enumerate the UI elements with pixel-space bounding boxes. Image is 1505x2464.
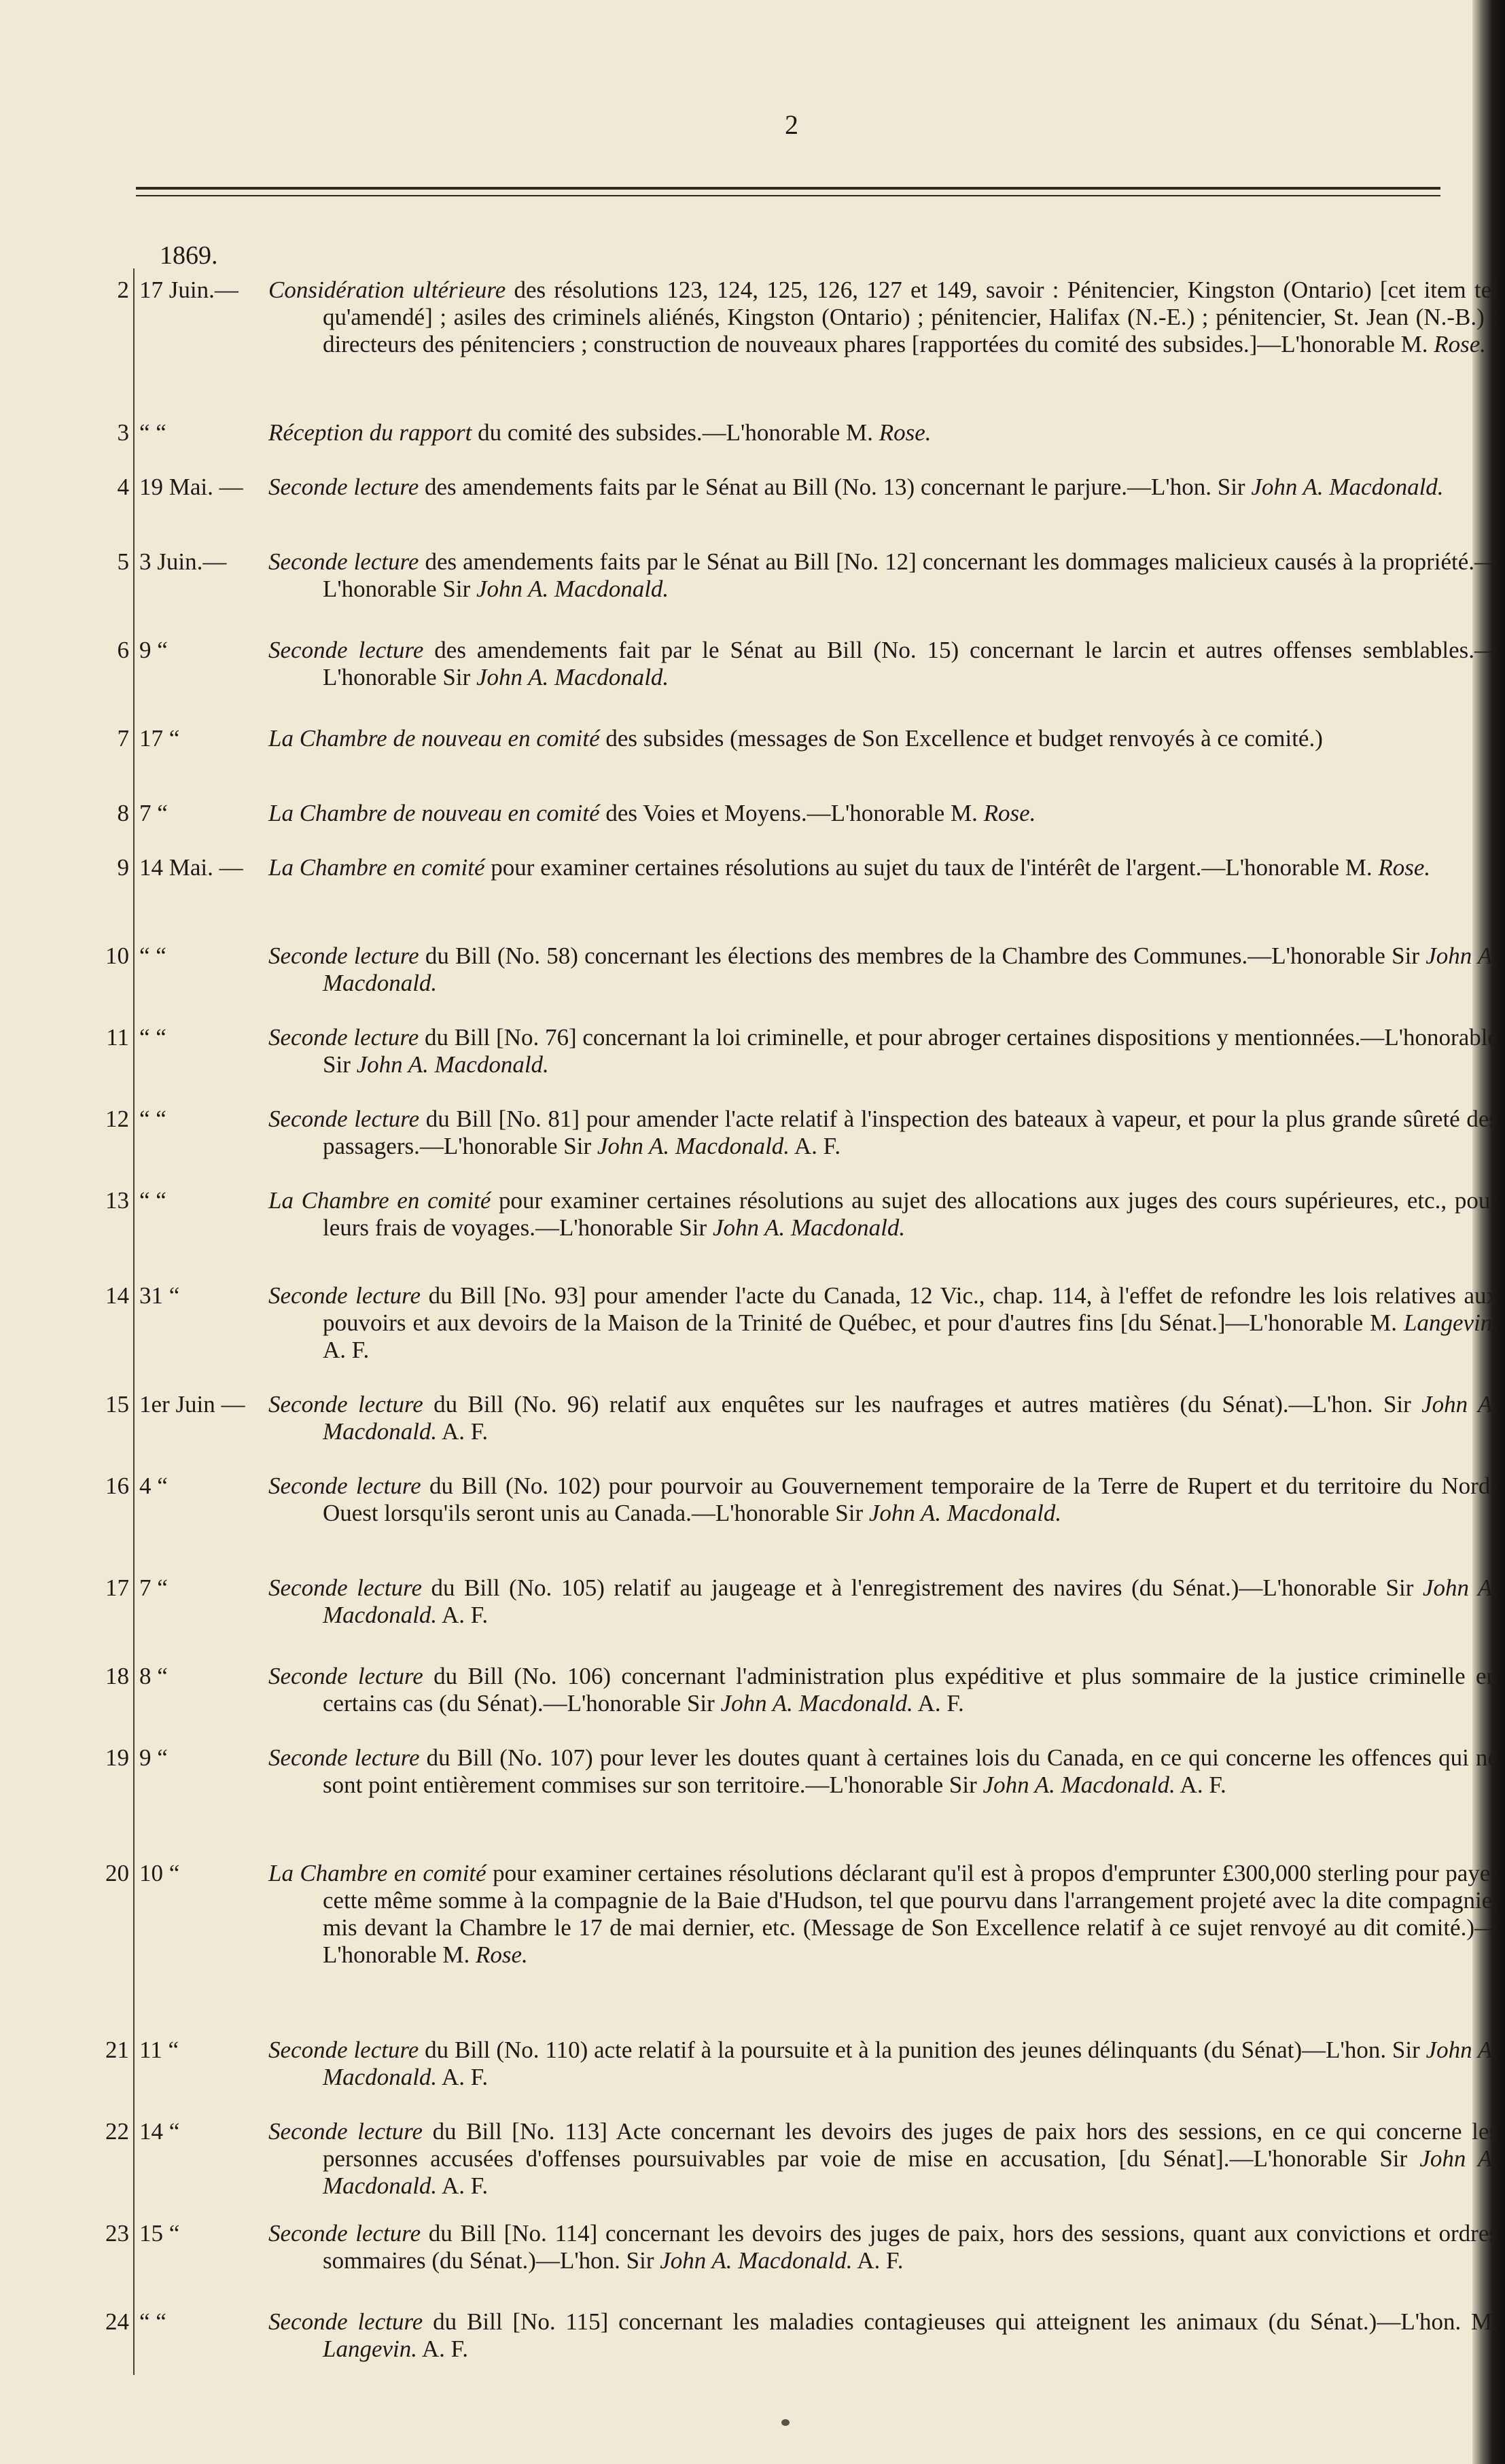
entry-text: Seconde lecture du Bill [No. 93] pour amender l'acte du Canada, 12 Vic., chap. 114, à l'effet de refondre les lois relatives aux pouvoirs et aux devoirs de la Maison de la Trinité de Québec, et pour d'autres fins [du Sénat.]—L'honorable M. Langevin. A. F. [268,1282,1499,1363]
entry-date: 11 “ [139,2037,179,2063]
entry-date: 14 “ [139,2118,180,2145]
entry-text: Considération ultérieure des résolutions 123, 124, 125, 126, 127 et 149, savoir : Pénitencier, Kingston (Ontario) [cet item tel qu'amendé] ; asiles des criminels aliénés, Kingston (Ontario) ; pénitencier, Halifax (N.-E.) ; pénitencier, St. Jean (N.-B.) ; directeurs des pénitenciers ; construction de nouveaux phares [rapportées du comité des subsides.]—L'honorable M. Rose. [268,277,1499,357]
entry-number: 7 [117,725,129,752]
entry-number: 14 [105,1282,129,1309]
entry-number: 20 [105,1860,129,1886]
entry-date: “ “ [139,943,166,969]
entry-text: La Chambre en comité pour examiner certaines résolutions au sujet du taux de l'intérêt de l'argent.—L'honorable M. Rose. [268,854,1431,881]
entry-date: 10 “ [139,1860,180,1886]
entry-text: Seconde lecture des amendements fait par le Sénat au Bill (No. 15) concernant le larcin et autres offenses semblables.—L'honorable Sir John A. Macdonald. [268,637,1499,690]
entry-date: 4 “ [139,1473,168,1499]
entry-date: 9 “ [139,1744,168,1771]
entry-text: Seconde lecture du Bill (No. 102) pour pourvoir au Gouvernement temporaire de la Terre de Rupert et du territoire du Nord-Ouest lorsqu'ils seront unis au Canada.—L'honorable Sir John A. Macdonald. [268,1473,1498,1526]
entry-number: 3 [117,419,129,446]
entry-number: 17 [105,1574,129,1601]
entry-number: 16 [105,1473,129,1499]
entry-date: “ “ [139,1106,166,1132]
entry-number: 23 [105,2220,129,2247]
entry-date: 8 “ [139,1663,168,1689]
entry-date: 9 “ [139,637,168,663]
entry-number: 5 [117,548,129,575]
entry-text: Seconde lecture des amendements faits par le Sénat au Bill [No. 12] concernant les dommages malicieux causés à la propriété.—L'honorable Sir John A. Macdonald. [268,548,1498,602]
ink-mark [781,2419,790,2426]
header-rule [136,187,1440,190]
column-divider [133,268,135,2375]
entry-date: 19 Mai. — [139,474,243,500]
entry-text: La Chambre en comité pour examiner certaines résolutions au sujet des allocations aux juges des cours supérieures, etc., pour leurs frais de voyages.—L'honorable Sir John A. Macdonald. [268,1187,1498,1241]
entry-text: Seconde lecture du Bill (No. 96) relatif aux enquêtes sur les naufrages et autres matières (du Sénat).—L'hon. Sir John A. Macdonald. A. F. [268,1391,1498,1445]
entry-date: “ “ [139,1024,166,1051]
entry-date: “ “ [139,1187,166,1214]
entry-text: La Chambre de nouveau en comité des Voies et Moyens.—L'honorable M. Rose. [268,800,1036,826]
entry-number: 15 [105,1391,129,1418]
entry-text: Seconde lecture du Bill [No. 76] concernant la loi criminelle, et pour abroger certaines dispositions y mentionnées.—L'honorable Sir John A. Macdonald. [268,1024,1499,1078]
entry-text: Seconde lecture du Bill [No. 81] pour amender l'acte relatif à l'inspection des bateaux à vapeur, et pour la plus grande sûreté des passagers.—L'honorable Sir John A. Macdonald. A. F. [268,1106,1498,1159]
entry-number: 8 [117,800,129,826]
entry-date: “ “ [139,419,166,446]
entry-date: 31 “ [139,1282,180,1309]
entry-number: 11 [106,1024,129,1051]
entry-text: Seconde lecture du Bill (No. 58) concernant les élections des membres de la Chambre des Communes.—L'honorable Sir John A. Macdonald. [268,943,1498,996]
entry-text: Seconde lecture du Bill [No. 114] concernant les devoirs des juges de paix, hors des sessions, quant aux convictions et ordres sommaires (du Sénat.)—L'hon. Sir John A. Macdonald. A. F. [268,2220,1498,2274]
entry-date: 17 Juin.— [139,277,238,303]
entry-date: 17 “ [139,725,180,752]
entry-number: 24 [105,2308,129,2335]
entry-text: La Chambre en comité pour examiner certaines résolutions déclarant qu'il est à propos d'emprunter £300,000 sterling pour payer cette même somme à la compagnie de la Baie d'Hudson, tel que pourvu dans l'arrangement projeté avec la dite compagnie, mis devant la Chambre le 17 de mai dernier, etc. (Message de Son Excellence relatif à ce sujet renvoyé au dit comité.)—L'honorable M. Rose. [268,1860,1498,1968]
entry-number: 4 [117,474,129,500]
entry-text: Seconde lecture des amendements faits par le Sénat au Bill (No. 13) concernant le parjure.—L'hon. Sir John A. Macdonald. [268,474,1444,500]
entry-number: 18 [105,1663,129,1689]
header-rule-thin [136,195,1440,196]
entry-number: 9 [117,854,129,881]
entry-date: 1er Juin — [139,1391,245,1418]
entry-text: Seconde lecture du Bill (No. 107) pour lever les doutes quant à certaines lois du Canada, en ce qui concerne les offences qui ne sont point entièrement commises sur son territoire.—L'honorable Sir John A. Macdonald. A. F. [268,1744,1498,1798]
entry-date: 15 “ [139,2220,180,2247]
entry-number: 19 [105,1744,129,1771]
entry-text: La Chambre de nouveau en comité des subsides (messages de Son Excellence et budget renvoyés à ce comité.) [268,725,1323,752]
entry-number: 2 [117,277,129,303]
entry-number: 12 [105,1106,129,1132]
entry-date: 14 Mai. — [139,854,243,881]
page-number: 2 [785,109,798,140]
entry-text: Seconde lecture du Bill [No. 115] concernant les maladies contagieuses qui atteignent les animaux (du Sénat.)—L'hon. M. Langevin. A. F. [268,2308,1498,2362]
entry-number: 22 [105,2118,129,2145]
entry-date: 3 Juin.— [139,548,227,575]
entry-text: Seconde lecture du Bill (No. 105) relatif au jaugeage et à l'enregistrement des navires (du Sénat.)—L'honorable Sir John A. Macdonald. A. F. [268,1574,1498,1628]
entry-date: “ “ [139,2308,166,2335]
entry-number: 10 [105,943,129,969]
year-heading: 1869. [160,241,218,270]
entry-date: 7 “ [139,800,168,826]
entry-text: Seconde lecture du Bill [No. 113] Acte concernant les devoirs des juges de paix hors des sessions, en ce qui concerne les personnes accusées d'offenses poursuivables par voie de mise en accusation, [du Sénat].—L'honorable Sir John A. Macdonald. A. F. [268,2118,1498,2199]
entry-number: 6 [117,637,129,663]
entry-date: 7 “ [139,1574,168,1601]
entry-number: 21 [105,2037,129,2063]
entry-text: Réception du rapport du comité des subsides.—L'honorable M. Rose. [268,419,932,446]
entry-text: Seconde lecture du Bill (No. 106) concernant l'administration plus expéditive et plus sommaire de la justice criminelle en certains cas (du Sénat).—L'honorable Sir John A. Macdonald. A. F. [268,1663,1498,1717]
entry-number: 13 [105,1187,129,1214]
entry-text: Seconde lecture du Bill (No. 110) acte relatif à la poursuite et à la punition des jeunes délinquants (du Sénat)—L'hon. Sir John A. Macdonald. A. F. [268,2037,1498,2090]
